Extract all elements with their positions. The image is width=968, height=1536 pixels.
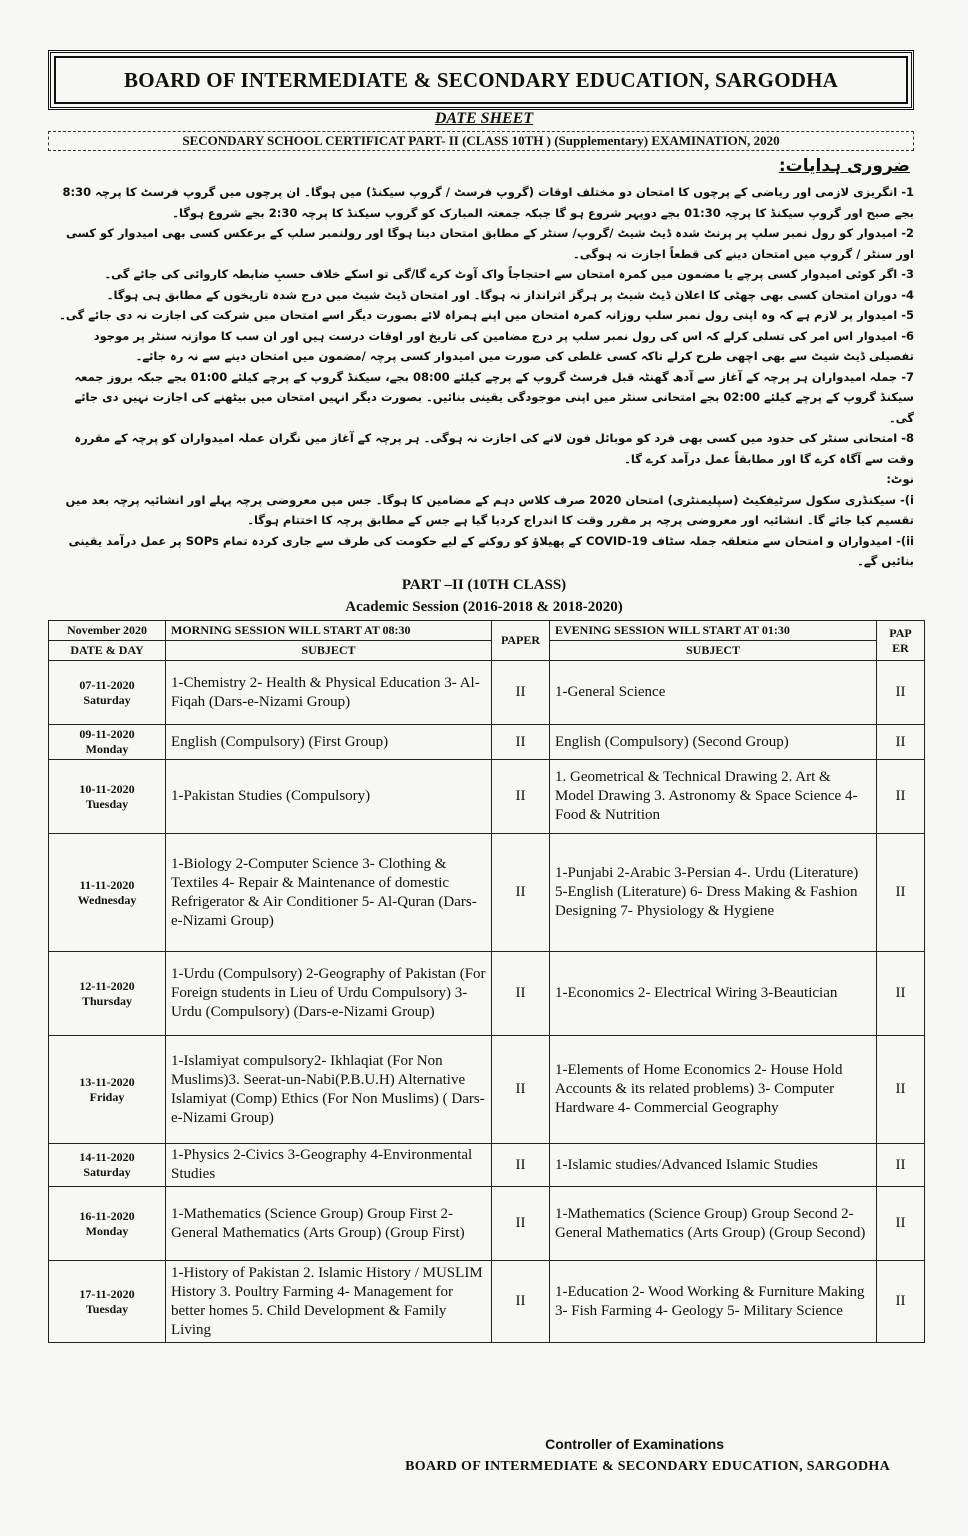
table-row [49, 1144, 925, 1187]
evening-subject-cell: 1. Geometrical & Technical Drawing 2. Art & Model Drawing 3. Astronomy & Space Science 4- Food & Nutrition [550, 760, 877, 834]
evening-paper-cell: II [877, 1261, 925, 1343]
month-header: November 2020 [49, 621, 166, 641]
title-box [48, 50, 914, 110]
evening-paper-cell: II [877, 725, 925, 760]
date-cell [49, 1261, 166, 1343]
exam-day: Friday [89, 1089, 125, 1104]
instruction-item: 7- جملہ امیدواران ہر پرچہ کے آغاز سے آدھ گھنٹہ قبل فرسٹ گروپ کے پرچے کیلئے 08:00 بجے، سیکنڈ گروپ کے پرچے کیلئے 01:00 بجے جبکہ بروز جمعہ سیکنڈ گروپ کے پرچے کیلئے 02:00 بجے امتحانی سنٹر میں اپنی موجودگی یقینی بنائیں۔ بصورت دیگر انہیں امتحان میں بیٹھنے کی اجازت نہیں دی جائے گی۔ [74, 369, 914, 425]
exam-date: 07-11-2020 [79, 677, 135, 692]
instructions-heading: ضروری ہدایات: [778, 156, 910, 176]
date-sheet-table [48, 620, 925, 1343]
morning-subject-cell: 1-Urdu (Compulsory) 2-Geography of Pakistan (For Foreign students in Lieu of Urdu Compulsory) 3- Urdu (Compulsory) (Dars-e-Nizami Group) [166, 952, 492, 1036]
evening-subject-cell: 1-Islamic studies/Advanced Islamic Studies [550, 1144, 877, 1187]
table-row [49, 1187, 925, 1261]
note-item: i)- سیکنڈری سکول سرٹیفکیٹ (سپلیمنٹری) امتحان 2020 صرف کلاس دہم کے مضامین کا ہوگا۔ جس میں معروضی پرچہ پہلے اور انشائیہ پرچہ بعد میں تقسیم کیا جائے گا۔ انشائیہ اور معروضی پرچہ پر مقرر وقت کا اندراج کردیا گیا ہے جس کے مطابق پرچہ کا اختتام ہوگا۔ [65, 492, 914, 527]
morning-paper-cell: II [492, 760, 550, 834]
table-row [49, 760, 925, 834]
part-title: PART –II (10TH CLASS) [401, 577, 567, 593]
exam-day: Wednesday [77, 892, 137, 907]
date-cell [49, 661, 166, 725]
evening-paper-cell: II [877, 1187, 925, 1261]
instruction-item: 3- اگر کوئی امیدوار کسی پرچے یا مضمون میں کمرہ امتحان سے احتجاجاً واک آوٹ کرے گا/گی تو اسکے خلاف حسبِ ضابطہ کاروائی کی جائے گی۔ [104, 267, 914, 281]
evening-subject-cell: 1-Education 2- Wood Working & Furniture Making 3- Fish Farming 4- Geology 5- Military Science [550, 1261, 877, 1343]
morning-paper-cell: II [492, 1261, 550, 1343]
instruction-item: 1- انگریزی لازمی اور ریاضی کے پرچوں کا امتحان دو مختلف اوقات (گروپ فرسٹ / گروپ سیکنڈ) میں ہوگا۔ ان پرچوں میں گروپ فرسٹ کا پرچہ 8:30 بجے صبح اور گروپ سیکنڈ کا پرچہ 01:30 بجے دوپہر شروع ہو گا جبکہ جمعتہ المبارک کو گروپ سیکنڈ کا پرچہ 2:30 بجے شروع ہوگا۔ [62, 185, 914, 220]
evening-paper-cell: II [877, 760, 925, 834]
exam-subtitle: SECONDARY SCHOOL CERTIFICAT PART- II (CLASS 10TH ) (Supplementary) EXAMINATION, 2020 [48, 131, 914, 151]
morning-subject-cell: 1-Biology 2-Computer Science 3- Clothing & Textiles 4- Repair & Maintenance of domestic Refrigerator & Air Conditioner 5- Al-Quran (Dars-e-Nizami Group) [166, 834, 492, 952]
evening-subject-cell: 1-Mathematics (Science Group) Group Second 2-General Mathematics (Arts Group) (Group Second) [550, 1187, 877, 1261]
exam-date: 16-11-2020 [79, 1208, 135, 1223]
exam-date: 10-11-2020 [79, 781, 135, 796]
evening-subject-cell: 1-Punjabi 2-Arabic 3-Persian 4-. Urdu (Literature) 5-English (Literature) 6- Dress Making & Fashion Designing 7- Physiology & Hygiene [550, 834, 877, 952]
instruction-item: 2- امیدوار کو رول نمبر سلپ پر پرنٹ شدہ ڈیٹ شیٹ /گروپ/ سنٹر کے مطابق امتحان دینا ہوگا اور رولنمبر سلپ کے برعکس کسی بھی امیدوار کو کسی اور سنٹر / گروپ میں امتحان دینے کی قطعاً اجازت نہ ہوگی۔ [65, 226, 914, 261]
academic-session: Academic Session (2016-2018 & 2018-2020) [345, 599, 623, 615]
exam-date: 13-11-2020 [79, 1074, 135, 1089]
evening-subject-cell: 1-Elements of Home Economics 2- House Hold Accounts & its related problems) 3- Computer Hardware 4- Commercial Geography [550, 1036, 877, 1144]
exam-date: 14-11-2020 [79, 1150, 135, 1164]
date-cell [49, 725, 166, 760]
instruction-item: 4- دوران امتحان کسی بھی چھٹی کا اعلان ڈیٹ شیٹ پر ہرگز اثرانداز نہ ہوگا۔ اور امتحان ڈیٹ شیٹ میں درج شدہ تاریخوں کے مطابق ہی ہوگا۔ [106, 287, 914, 302]
board-title: BOARD OF INTERMEDIATE & SECONDARY EDUCATION, SARGODHA [54, 56, 908, 104]
exam-date: 17-11-2020 [79, 1286, 135, 1301]
exam-day: Monday [85, 742, 129, 756]
instruction-item: 6- امیدوار اس امر کی تسلی کرلے کہ اس کی رول نمبر سلپ پر درج مضامین کی تاریخ اور اوقات درست ہیں اور ان سب کا موازنہ سنٹر پر موجود تفصیلی ڈیٹ شیٹ سے بھی اچھی طرح کرلے تاکہ کسی غلطی کی صورت میں امیدوار کسی پرچہ /مضمون میں امتحان دینے سے نہ رہ جائے۔ [93, 328, 914, 363]
morning-session-header: MORNING SESSION WILL START AT 08:30 [166, 621, 492, 641]
exam-day: Tuesday [85, 796, 129, 811]
morning-paper-cell: II [492, 1187, 550, 1261]
note-label: نوٹ: [886, 472, 914, 486]
morning-paper-cell: II [492, 1036, 550, 1144]
paper-header: PAPER [492, 621, 550, 661]
morning-subject-cell: English (Compulsory) (First Group) [166, 725, 492, 760]
table-row [49, 1036, 925, 1144]
date-cell [49, 1144, 166, 1187]
note-item: ii)- امیدواران و امتحان سے متعلقہ جملہ سٹاف COVID-19 کے پھیلاؤ کو روکنے کے لیے حکومت کی طرف سے جاری کردہ تمام SOPs پر عمل درآمد یقینی بنائیں گے۔ [68, 533, 914, 568]
date-cell [49, 952, 166, 1036]
date-cell [49, 1187, 166, 1261]
instruction-item: 5- امیدوار پر لازم ہے کہ وہ اپنی رول نمبر سلپ روزانہ کمرہ امتحان میں اپنے ہمراہ لائے بصورت دیگر اسے امتحان میں شرکت کی اجازت نہ دی جائے گی۔ [59, 308, 914, 322]
morning-subject-cell: 1-Chemistry 2- Health & Physical Education 3- Al-Fiqah (Dars-e-Nizami Group) [166, 661, 492, 725]
morning-subject-cell: 1-History of Pakistan 2. Islamic History / MUSLIM History 3. Poultry Farming 4- Management for better homes 5. Child Development & Family Living [166, 1261, 492, 1343]
evening-subject-cell: 1-General Science [550, 661, 877, 725]
evening-paper-cell: II [877, 1036, 925, 1144]
evening-paper-cell: II [877, 1144, 925, 1187]
controller-title: Controller of Examinations [545, 1436, 724, 1452]
exam-date: 09-11-2020 [79, 727, 135, 741]
exam-day: Saturday [83, 692, 131, 707]
table-header-row [49, 621, 925, 641]
exam-date: 12-11-2020 [79, 978, 135, 993]
morning-paper-cell: II [492, 661, 550, 725]
date-cell [49, 834, 166, 952]
table-row [49, 661, 925, 725]
exam-day: Monday [85, 1223, 129, 1238]
evening-session-header: EVENING SESSION WILL START AT 01:30 [550, 621, 877, 641]
evening-subject-cell: 1-Economics 2- Electrical Wiring 3-Beautician [550, 952, 877, 1036]
exam-date: 11-11-2020 [79, 877, 135, 892]
date-sheet-heading: DATE SHEET [434, 110, 534, 127]
morning-subject-cell: 1-Pakistan Studies (Compulsory) [166, 760, 492, 834]
morning-subject-cell: 1-Islamiyat compulsory2- Ikhlaqiat (For Non Muslims)3. Seerat-un-Nabi(P.B.U.H) Alternative Islamiyat (Comp) Ethics (For Non Muslims) ( Dars-e-Nizami Group) [166, 1036, 492, 1144]
morning-paper-cell: II [492, 1144, 550, 1187]
exam-day: Saturday [83, 1165, 131, 1179]
evening-paper-cell: II [877, 952, 925, 1036]
exam-day: Thursday [81, 993, 133, 1008]
morning-paper-cell: II [492, 725, 550, 760]
instruction-item: 8- امتحانی سنٹر کی حدود میں کسی بھی فرد کو موبائل فون لانے کی اجازت نہ ہوگی۔ ہر پرچہ کے آغاز میں نگران عملہ امیدواران کو پرچہ کے مقررہ وقت سے آگاہ کرے گا اور مطابقاً عمل درآمد کرے گا۔ [74, 431, 914, 466]
evening-paper-cell: II [877, 661, 925, 725]
date-cell [49, 760, 166, 834]
morning-paper-cell: II [492, 952, 550, 1036]
footer-board-name: BOARD OF INTERMEDIATE & SECONDARY EDUCATION, SARGODHA [405, 1459, 890, 1474]
table-row [49, 834, 925, 952]
table-subheader-row [49, 641, 925, 661]
date-day-header: DATE & DAY [49, 641, 166, 661]
morning-paper-cell: II [492, 834, 550, 952]
table-row [49, 725, 925, 760]
instructions-block [56, 182, 914, 572]
evening-subject-cell: English (Compulsory) (Second Group) [550, 725, 877, 760]
exam-day: Tuesday [85, 1301, 129, 1316]
evening-paper-cell: II [877, 834, 925, 952]
date-cell [49, 1036, 166, 1144]
subject-header-evening: SUBJECT [550, 641, 877, 661]
subject-header-morning: SUBJECT [166, 641, 492, 661]
morning-subject-cell: 1-Physics 2-Civics 3-Geography 4-Environmental Studies [166, 1144, 492, 1187]
table-row [49, 952, 925, 1036]
morning-subject-cell: 1-Mathematics (Science Group) Group First 2-General Mathematics (Arts Group) (Group First) [166, 1187, 492, 1261]
table-row [49, 1261, 925, 1343]
paper-header-evening: PAP ER [877, 621, 925, 661]
